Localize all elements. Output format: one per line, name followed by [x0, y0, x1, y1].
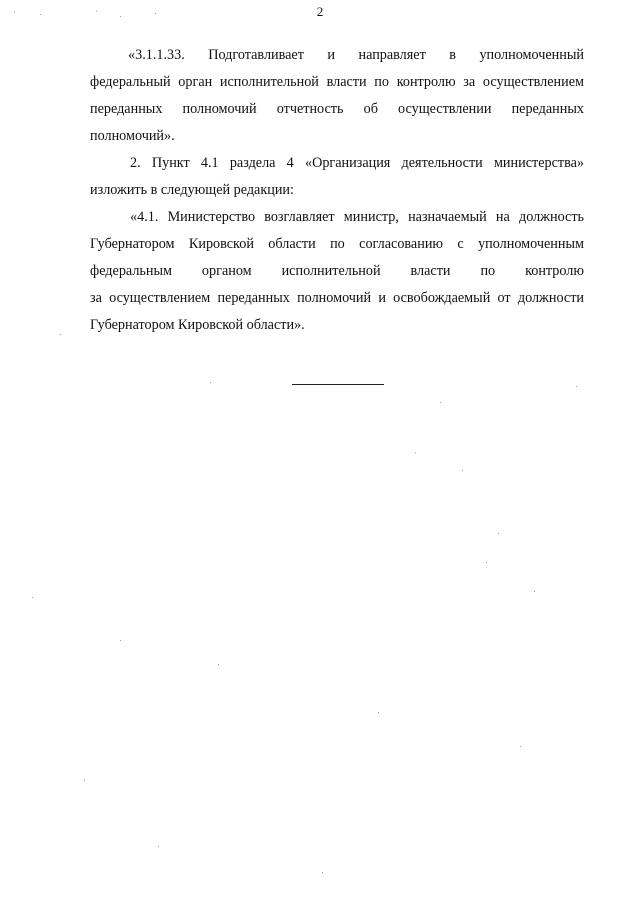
scan-speck	[120, 16, 121, 17]
scan-speck	[462, 470, 463, 471]
scan-speck	[486, 562, 487, 563]
scan-speck	[60, 334, 61, 335]
scan-speck	[96, 11, 97, 12]
paragraph-line: Губернатором Кировской области».	[90, 317, 305, 333]
scan-speck	[218, 664, 219, 665]
scan-speck	[120, 640, 121, 641]
paragraph-line: переданных полномочий отчетность об осуществлении переданных	[90, 101, 584, 117]
scan-speck	[158, 846, 159, 847]
paragraph-line: федеральным органом исполнительной власти по контролю	[90, 263, 584, 279]
scan-speck	[322, 872, 323, 873]
paragraph-line: «4.1. Министерство возглавляет министр, назначаемый на должность	[130, 209, 584, 225]
paragraph-line: Губернатором Кировской области по согласованию с уполномоченным	[90, 236, 584, 252]
scan-speck	[14, 12, 15, 13]
scan-speck	[576, 386, 577, 387]
paragraph-line: за осуществлением переданных полномочий и освобождаемый от должности	[90, 290, 584, 306]
closing-rule	[292, 384, 384, 385]
scan-speck	[155, 13, 156, 14]
page-number: 2	[316, 4, 324, 19]
paragraph-4-1	[90, 204, 584, 339]
scan-speck	[32, 597, 33, 598]
paragraph-line: «3.1.1.33. Подготавливает и направляет в уполномоченный	[128, 47, 584, 63]
scan-speck	[440, 402, 441, 403]
paragraph-item-2	[90, 150, 584, 204]
scan-speck	[40, 14, 41, 15]
paragraph-line: 2. Пункт 4.1 раздела 4 «Организация деятельности министерства»	[130, 155, 584, 171]
scan-speck	[498, 533, 499, 534]
scan-speck	[520, 746, 521, 747]
scan-speck	[415, 452, 416, 453]
paragraph-line: полномочий».	[90, 128, 175, 144]
paragraph-line: изложить в следующей редакции:	[90, 182, 294, 198]
scan-speck	[534, 591, 535, 592]
scan-speck	[84, 780, 85, 781]
scan-speck	[378, 712, 379, 713]
paragraph-3-1-1-33	[90, 42, 584, 150]
paragraph-line: федеральный орган исполнительной власти по контролю за осуществлением	[90, 74, 584, 90]
scan-speck	[210, 382, 211, 383]
